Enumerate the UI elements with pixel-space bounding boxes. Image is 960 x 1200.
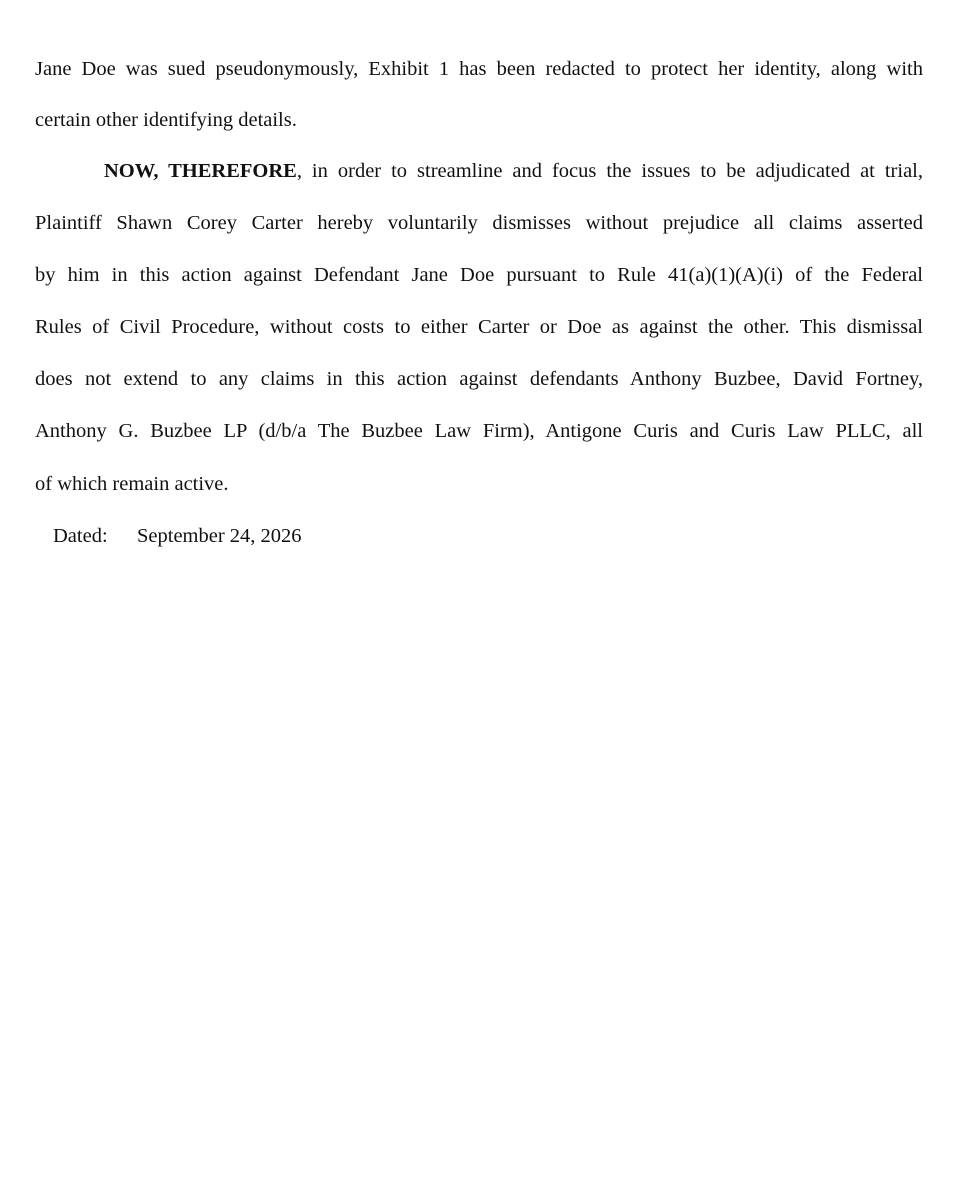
dated-label: Dated:	[53, 525, 108, 547]
dated-line	[53, 524, 302, 548]
paragraph-1-line-2: certain other identifying details.	[35, 109, 297, 131]
dated-value: September 24, 2026	[137, 525, 302, 547]
paragraph-2-line-6: Anthony G. Buzbee LP (d/b/a The Buzbee Law Firm), Antigone Curis and Curis Law PLLC, all	[35, 420, 923, 442]
paragraph-2-line-1-text: , in order to streamline and focus the issues to be adjudicated at trial,	[296, 160, 923, 182]
paragraph-1-line-1: Jane Doe was sued pseudonymously, Exhibit 1 has been redacted to protect her identity, along with	[35, 58, 923, 80]
paragraph-2-line-2: Plaintiff Shawn Corey Carter hereby voluntarily dismisses without prejudice all claims asserted	[35, 212, 923, 234]
paragraph-2-line-4: Rules of Civil Procedure, without costs to either Carter or Doe as against the other. This dismissal	[35, 316, 923, 338]
now-therefore-heading: NOW, THEREFORE	[104, 160, 297, 182]
paragraph-2-line-7: of which remain active.	[35, 473, 229, 495]
paragraph-2-line-3: by him in this action against Defendant Jane Doe pursuant to Rule 41(a)(1)(A)(i) of the Federal	[35, 264, 923, 286]
paragraph-2-line-1	[104, 159, 923, 183]
paragraph-2-line-5: does not extend to any claims in this action against defendants Anthony Buzbee, David Fortney,	[35, 368, 923, 390]
